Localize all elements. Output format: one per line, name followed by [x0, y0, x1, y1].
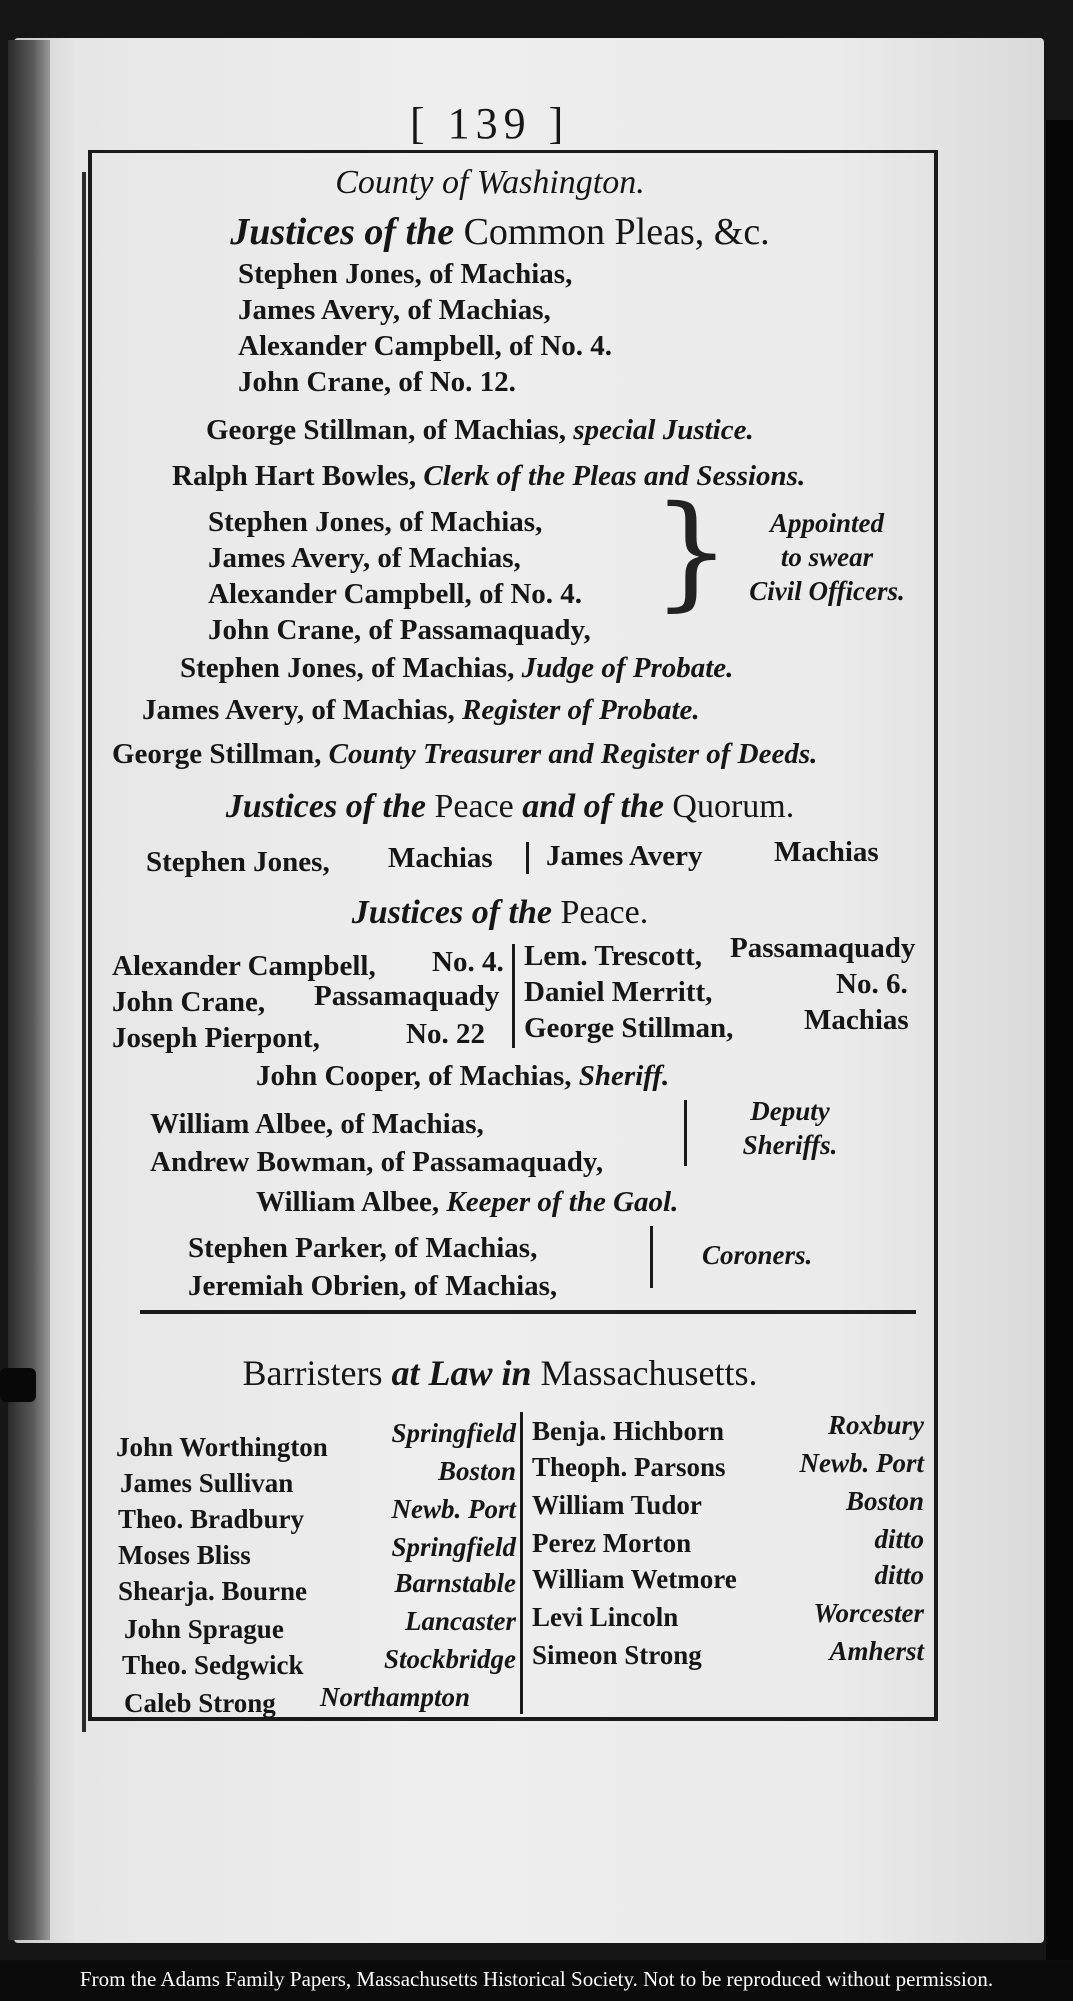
- appointed-entry: John Crane, of Passamaquady,: [208, 614, 591, 646]
- county-title: County of Washington.: [335, 164, 645, 201]
- section-rule: [140, 1310, 916, 1314]
- barrister-place: Northampton: [320, 1682, 471, 1712]
- barrister-name: Simeon Strong: [532, 1640, 702, 1670]
- appointed-note-line: Appointed: [769, 508, 884, 538]
- appointed-entry: Alexander Campbell, of No. 4.: [208, 578, 583, 610]
- quorum-heading: [226, 788, 795, 826]
- barrister-name: Shearja. Bourne: [118, 1576, 307, 1606]
- justice-entry: Alexander Campbell, of No. 4.: [238, 330, 613, 362]
- archive-footer: From the Adams Family Papers, Massachusetts Historical Society. Not to be reproduced without permission.: [0, 1962, 1073, 2001]
- quorum-right-place: Machias: [774, 836, 879, 868]
- barrister-name: William Tudor: [532, 1490, 702, 1520]
- barrister-place: Newb. Port: [391, 1494, 516, 1524]
- justice-entry: James Avery, of Machias,: [238, 294, 551, 326]
- barristers-heading-part: Massachusetts.: [540, 1353, 758, 1393]
- treasurer-line: [112, 738, 817, 771]
- barrister-name: James Sullivan: [120, 1468, 294, 1498]
- barristers-heading-part: at: [391, 1353, 420, 1393]
- barrister-place: Springfield: [391, 1532, 516, 1562]
- deputy-note: [720, 1094, 860, 1162]
- appointed-entry: James Avery, of Machias,: [208, 542, 521, 574]
- barrister-name: Theo. Bradbury: [118, 1504, 305, 1534]
- peace-left-name: Joseph Pierpont,: [112, 1022, 320, 1054]
- peace-heading: [352, 894, 649, 932]
- clerk-name: Ralph Hart Bowles,: [172, 460, 417, 492]
- right-edge-shadow: [1046, 120, 1073, 1960]
- page-number: [ 139 ]: [410, 99, 570, 148]
- probate-judge-role: Judge of Probate.: [521, 652, 734, 684]
- peace-right-place: Passamaquady: [730, 932, 916, 964]
- barrister-place: Newb. Port: [799, 1448, 924, 1478]
- barrister-name: John Sprague: [124, 1614, 284, 1644]
- sheriff-role: Sheriff.: [578, 1060, 670, 1092]
- clerk-role: Clerk of the Pleas and Sessions.: [423, 460, 806, 492]
- sheriff-line: [256, 1060, 669, 1093]
- peace-right-place: Machias: [804, 1004, 909, 1036]
- peace-heading-part: Peace.: [560, 894, 649, 931]
- barrister-place: Stockbridge: [384, 1644, 516, 1674]
- deputy-entry: Andrew Bowman, of Passamaquady,: [150, 1146, 604, 1178]
- quorum-left-name: Stephen Jones,: [146, 846, 330, 878]
- special-justice-name: George Stillman, of Machias,: [206, 414, 567, 446]
- probate-judge-line: [180, 652, 733, 685]
- deputy-note-line: Deputy: [750, 1096, 830, 1126]
- barristers-heading-part: in: [501, 1353, 532, 1393]
- barristers-heading-part: Law: [428, 1353, 493, 1393]
- barristers-divider: [520, 1412, 523, 1714]
- barrister-place: Boston: [437, 1456, 516, 1486]
- coroner-divider: [650, 1226, 653, 1288]
- barrister-place: ditto: [874, 1524, 924, 1554]
- peace-right-place: No. 6.: [836, 968, 908, 1000]
- peace-left-place: Passamaquady: [314, 980, 500, 1012]
- deputy-divider: [684, 1100, 687, 1166]
- special-justice-line: [206, 414, 754, 447]
- deputy-entry: William Albee, of Machias,: [150, 1108, 484, 1140]
- probate-register-role: Register of Probate.: [462, 694, 700, 726]
- justice-entry: John Crane, of No. 12.: [238, 366, 516, 398]
- probate-judge-name: Stephen Jones, of Machias,: [180, 652, 515, 684]
- barrister-place: Boston: [845, 1486, 924, 1516]
- probate-register-line: [142, 694, 700, 727]
- barrister-place: Lancaster: [405, 1606, 516, 1636]
- barrister-place: Springfield: [391, 1418, 516, 1448]
- binding-edge: [8, 40, 50, 1940]
- barristers-heading-part: Barristers: [242, 1353, 383, 1393]
- barrister-name: John Worthington: [116, 1432, 328, 1462]
- gaol-line: [256, 1186, 678, 1219]
- barristers-heading: [243, 1352, 758, 1394]
- quorum-right-name: James Avery: [546, 840, 703, 872]
- special-justice-role: special Justice.: [573, 414, 754, 446]
- sheriff-name: John Cooper, of Machias,: [256, 1060, 572, 1092]
- gaol-name: William Albee,: [256, 1186, 440, 1218]
- quorum-heading-part: Justices of the: [225, 788, 426, 825]
- barrister-place: Amherst: [829, 1636, 924, 1666]
- barrister-name: Levi Lincoln: [532, 1602, 679, 1632]
- border-shadow: [82, 172, 86, 1732]
- barrister-place: Barnstable: [394, 1568, 516, 1598]
- barrister-name: Perez Morton: [532, 1528, 692, 1558]
- peace-divider: [512, 944, 515, 1048]
- quorum-divider: [526, 842, 529, 874]
- probate-register-name: James Avery, of Machias,: [142, 694, 455, 726]
- brace-glyph: }: [652, 480, 731, 624]
- barrister-name: William Wetmore: [532, 1564, 737, 1594]
- peace-right-name: George Stillman,: [524, 1012, 734, 1044]
- peace-heading-part: Justices of the: [351, 894, 552, 931]
- peace-right-name: Daniel Merritt,: [524, 976, 713, 1008]
- barrister-place: Roxbury: [827, 1410, 924, 1440]
- appointed-note-line: Civil Officers.: [749, 576, 905, 606]
- heading-italic-part: Justices of the: [230, 211, 455, 253]
- peace-left-name: John Crane,: [112, 986, 266, 1018]
- appointed-note-line: to swear: [780, 542, 874, 572]
- coroner-entry: Stephen Parker, of Machias,: [188, 1232, 538, 1264]
- gaol-role: Keeper of the Gaol.: [446, 1186, 679, 1218]
- peace-left-place: No. 4.: [432, 946, 504, 978]
- barrister-name: Moses Bliss: [118, 1540, 251, 1570]
- treasurer-name: George Stillman,: [112, 738, 322, 770]
- quorum-heading-part: and of the: [522, 788, 664, 825]
- barrister-name: Theo. Sedgwick: [122, 1650, 304, 1680]
- peace-left-place: No. 22: [406, 1018, 485, 1050]
- quorum-left-place: Machias: [388, 842, 493, 874]
- barrister-place: Worcester: [813, 1598, 924, 1628]
- binding-notch: [0, 1368, 36, 1402]
- quorum-heading-part: Peace: [434, 788, 514, 825]
- common-pleas-heading: [230, 210, 769, 254]
- justice-entry: Stephen Jones, of Machias,: [238, 258, 573, 290]
- peace-left-name: Alexander Campbell,: [112, 950, 376, 982]
- heading-roman-part: Common Pleas, &c.: [463, 211, 770, 253]
- coroner-note: Coroners.: [702, 1240, 813, 1270]
- treasurer-role: County Treasurer and Register of Deeds.: [328, 738, 818, 770]
- deputy-note-line: Sheriffs.: [742, 1130, 838, 1160]
- quorum-heading-part: Quorum.: [672, 788, 795, 825]
- barrister-name: Caleb Strong: [124, 1688, 276, 1718]
- appointed-entry: Stephen Jones, of Machias,: [208, 506, 543, 538]
- coroner-entry: Jeremiah Obrien, of Machias,: [188, 1270, 558, 1302]
- barrister-name: Theoph. Parsons: [532, 1452, 726, 1482]
- peace-right-name: Lem. Trescott,: [524, 940, 702, 972]
- appointed-note: [732, 506, 922, 608]
- barrister-name: Benja. Hichborn: [532, 1416, 725, 1446]
- barrister-place: ditto: [874, 1560, 924, 1590]
